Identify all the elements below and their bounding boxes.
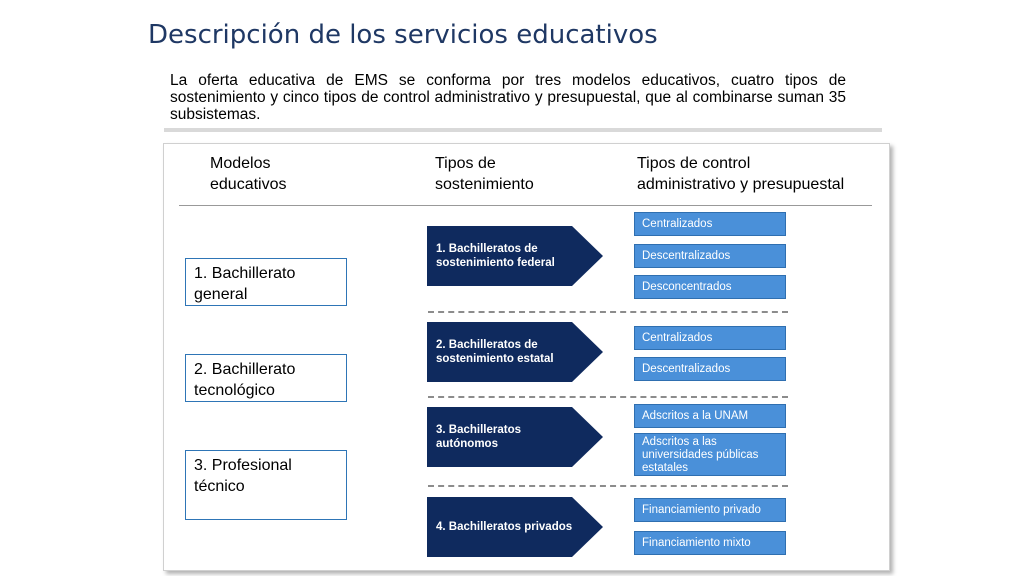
sustenance-autonomos-label: 3. Bachilleratos autónomos <box>436 424 522 450</box>
model-profesional-tecnico: 3. Profesional técnico <box>185 450 347 520</box>
group-separator <box>428 311 788 313</box>
sustenance-federal-label: 1. Bachilleratos de sostenimiento federal <box>436 243 555 269</box>
control-financiamiento-mixto: Financiamiento mixto <box>634 531 786 555</box>
control-desconcentrados: Desconcentrados <box>634 275 786 299</box>
header-divider <box>179 205 872 206</box>
control-descentralizados: Descentralizados <box>634 357 786 381</box>
sustenance-estatal-arrow <box>427 322 603 382</box>
header-models: Modelos educativos <box>210 155 287 193</box>
group-separator <box>428 485 788 487</box>
intro-paragraph: La oferta educativa de EMS se conforma por tres modelos educativos, cuatro tipos de sostenimiento y cinco tipos de control administrativo y presupuestal, que al combinarse suman 35 subsistemas. <box>170 72 846 123</box>
model-bachillerato-general: 1. Bachillerato general <box>185 258 347 306</box>
group-separator <box>428 396 788 398</box>
control-centralizados: Centralizados <box>634 326 786 350</box>
sustenance-autonomos-arrow <box>427 407 603 467</box>
control-financiamiento-privado: Financiamiento privado <box>634 498 786 522</box>
header-control: Tipos de control administrativo y presupuestal <box>637 155 845 193</box>
control-adscritos-universidades: Adscritos a las universidades públicas estatales <box>634 433 786 476</box>
model-bachillerato-tecnologico: 2. Bachillerato tecnológico <box>185 354 347 402</box>
sustenance-privados-label: 4. Bachilleratos privados <box>436 521 573 533</box>
sustenance-estatal-label: 2. Bachilleratos de sostenimiento estatal <box>436 339 554 365</box>
control-adscritos-unam: Adscritos a la UNAM <box>634 404 786 428</box>
page-title: Descripción de los servicios educativos <box>148 20 658 50</box>
header-sustenance: Tipos de sostenimiento <box>435 155 534 193</box>
intro-divider <box>164 128 882 132</box>
control-descentralizados: Descentralizados <box>634 244 786 268</box>
sustenance-privados-arrow <box>427 497 603 557</box>
control-centralizados: Centralizados <box>634 212 786 236</box>
sustenance-federal-arrow <box>427 226 603 286</box>
